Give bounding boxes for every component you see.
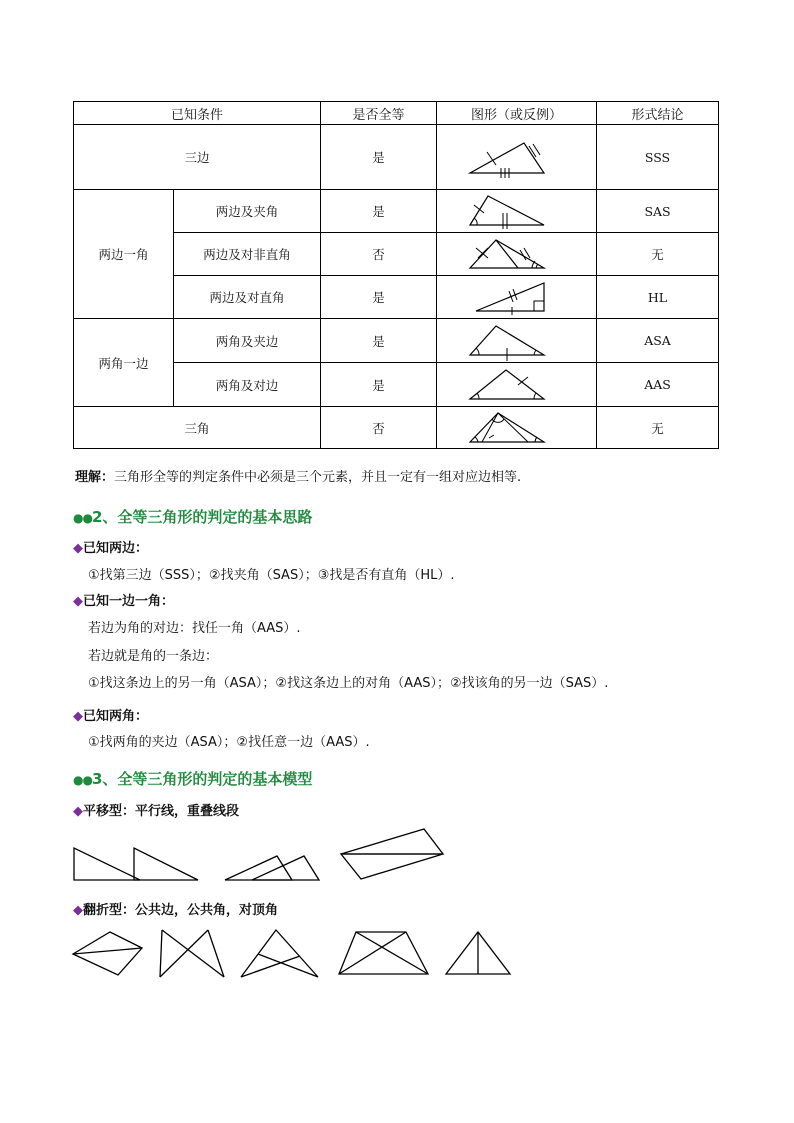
diamond-icon: ◆: [73, 709, 83, 724]
asa-figure: [437, 319, 597, 363]
sub1-line: ①找第三边（SSS）；②找夹角（SAS）；③找是否有直角（HL）.: [88, 568, 455, 583]
cell-condition: 两边及对非直角: [174, 233, 321, 276]
criteria-table: [73, 101, 719, 449]
reflection-model-common-angle: [238, 926, 322, 980]
diamond-icon: ◆: [73, 594, 83, 609]
cell-congruent: 是: [321, 319, 437, 363]
cell-congruent: 否: [321, 233, 437, 276]
cell-condition: 两边及对直角: [174, 276, 321, 319]
cell-conclusion: SSS: [597, 125, 719, 190]
translation-model-3: [338, 826, 446, 882]
reflection-model-kite: [70, 928, 146, 978]
table-row: [74, 407, 719, 449]
table-row: [74, 319, 719, 363]
cell-condition: 两角及对边: [174, 363, 321, 407]
cell-condition: 两角及夹边: [174, 319, 321, 363]
sub2-title: 已知一边一角：: [83, 594, 175, 609]
cell-conclusion: AAS: [597, 363, 719, 407]
model2-heading: [73, 899, 278, 918]
header-conclusion: 形式结论: [597, 102, 719, 125]
sub1-title: 已知两边：: [83, 541, 149, 556]
section2-title: 2、全等三角形的判定的基本思路: [91, 508, 313, 526]
cell-condition: 两边及夹角: [174, 190, 321, 233]
bullet-dots-icon: ●●: [73, 773, 92, 787]
hl-figure: [437, 276, 597, 319]
sub2-line1: 若边为角的对边：找任一角（AAS）.: [88, 621, 301, 636]
reflection-model-bowtie: [156, 926, 228, 980]
section2-sub2: [73, 590, 174, 609]
diamond-icon: ◆: [73, 541, 83, 556]
cell-conclusion: 无: [597, 407, 719, 449]
section2-sub1: [73, 537, 148, 556]
cell-condition: 三边: [74, 125, 321, 190]
bullet-dots-icon: ●●: [73, 511, 92, 525]
reflection-model-trapezoid: [336, 928, 432, 978]
ssa-figure: [437, 233, 597, 276]
reflection-model-isosceles: [442, 928, 514, 978]
model1-title: 平移型：平行线，重叠线段: [83, 804, 240, 819]
note-paragraph: [75, 466, 521, 485]
diamond-icon: ◆: [73, 903, 83, 918]
section2-heading: [73, 506, 312, 527]
sub2-line3: ①找这条边上的另一角（ASA）；②找这条边上的对角（AAS）；②找该角的另一边（SAS）.: [88, 676, 609, 691]
aaa-figure: [437, 407, 597, 449]
note-text: 三角形全等的判定条件中必须是三个元素，并且一定有一组对应边相等.: [114, 470, 522, 485]
cell-conclusion: HL: [597, 276, 719, 319]
table-row: [74, 125, 719, 190]
cell-congruent: 是: [321, 276, 437, 319]
translation-model-1: [70, 840, 200, 885]
cell-conclusion: ASA: [597, 319, 719, 363]
cell-conclusion: SAS: [597, 190, 719, 233]
sub2-line2: 若边就是角的一条边：: [88, 649, 219, 664]
cell-congruent: 是: [321, 190, 437, 233]
sub3-title: 已知两角：: [83, 709, 149, 724]
sss-figure: [437, 125, 597, 190]
aas-figure: [437, 363, 597, 407]
note-label: 理解：: [75, 470, 115, 485]
diamond-icon: ◆: [73, 804, 83, 819]
model1-heading: [73, 800, 239, 819]
header-condition: 已知条件: [74, 102, 321, 125]
cell-conclusion: 无: [597, 233, 719, 276]
cell-condition: 三角: [74, 407, 321, 449]
cell-congruent: 是: [321, 125, 437, 190]
sas-figure: [437, 190, 597, 233]
cell-group-two-angles-side: 两角一边: [74, 319, 174, 407]
section3-title: 3、全等三角形的判定的基本模型: [91, 770, 313, 788]
header-figure: 图形（或反例）: [437, 102, 597, 125]
translation-model-2: [222, 850, 322, 882]
section2-sub3: [73, 705, 148, 724]
cell-congruent: 否: [321, 407, 437, 449]
table-header-row: [74, 102, 719, 125]
section3-heading: [73, 768, 312, 789]
header-congruent: 是否全等: [321, 102, 437, 125]
cell-group-two-sides-angle: 两边一角: [74, 190, 174, 319]
sub3-line: ①找两角的夹边（ASA）；②找任意一边（AAS）.: [88, 735, 370, 750]
cell-congruent: 是: [321, 363, 437, 407]
model2-title: 翻折型：公共边，公共角，对顶角: [83, 903, 279, 918]
table-row: [74, 190, 719, 233]
